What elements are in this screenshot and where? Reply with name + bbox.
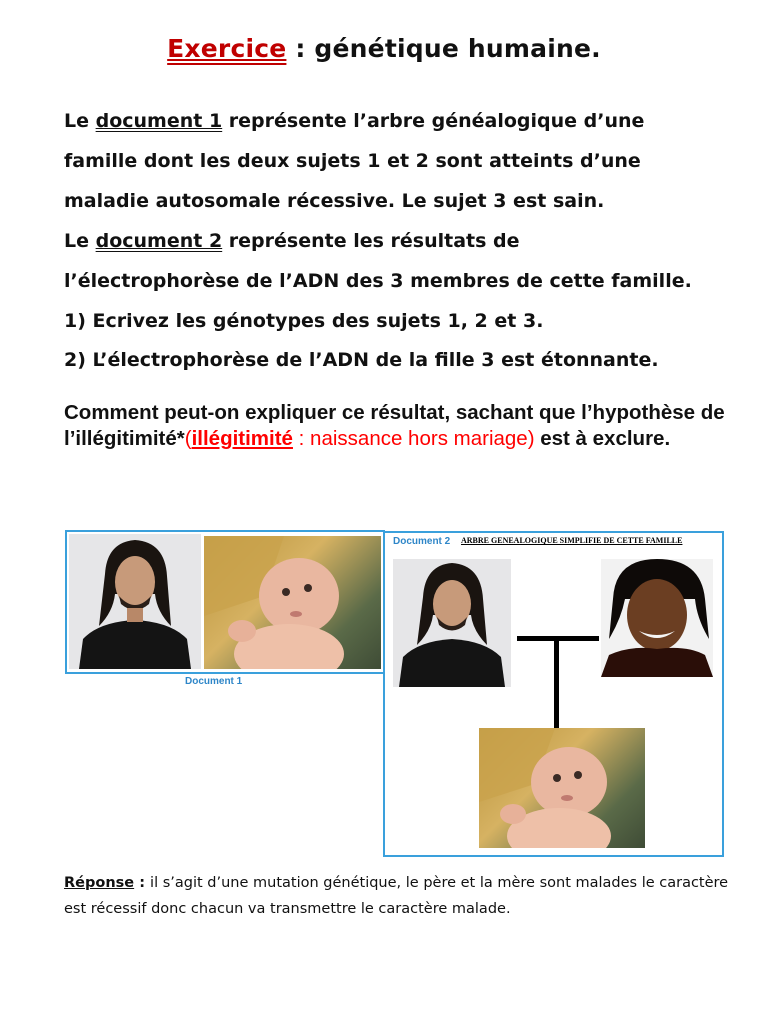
question-3 xyxy=(64,400,744,452)
document-2-label: Document 2 xyxy=(393,536,451,547)
answer-block xyxy=(64,870,754,922)
page-title xyxy=(0,34,768,63)
baby-photo xyxy=(204,536,381,669)
mother-photo xyxy=(601,559,713,677)
text: ( xyxy=(184,427,192,450)
title-rest: : génétique humaine. xyxy=(286,34,601,63)
document-2-title: ARBRE GENEALOGIQUE SIMPLIFIE DE CETTE FAMILLE xyxy=(461,536,683,545)
child-photo xyxy=(479,728,645,848)
descent-line xyxy=(554,638,559,728)
paragraph-doc1-line3: maladie autosomale récessive. Le sujet 3 est sain. xyxy=(64,190,605,212)
paragraph-doc1-line1 xyxy=(64,110,754,132)
answer-text: il s’agit d’une mutation génétique, le père et la mère sont malades le caractère est récessif donc chacun va transmettre le caractère malade. xyxy=(64,875,729,917)
paragraph-doc2-line1 xyxy=(64,230,754,252)
title-exercice: Exercice xyxy=(167,34,287,63)
text: représente l’arbre généalogique d’une xyxy=(222,110,645,132)
document-1-ref: document 1 xyxy=(95,110,223,132)
document-2-figure xyxy=(383,531,724,857)
footnote-definition xyxy=(185,427,535,450)
document-1-figure xyxy=(65,530,385,674)
text: est à exclure. xyxy=(534,427,671,450)
text: Le xyxy=(64,110,96,132)
text: Comment peut-on expliquer ce résultat, sachant que l’hypothèse de l’illégitimité* xyxy=(64,401,725,450)
father-photo xyxy=(393,559,511,687)
question-1: 1) Ecrivez les génotypes des sujets 1, 2 et 3. xyxy=(64,310,544,332)
question-2: 2) L’électrophorèse de l’ADN de la fille 3 est étonnante. xyxy=(64,349,659,371)
man-photo xyxy=(69,534,201,669)
text: : xyxy=(134,875,151,891)
paragraph-doc2-line2: l’électrophorèse de l’ADN des 3 membres de cette famille. xyxy=(64,270,692,292)
paragraph-doc1-line2: famille dont les deux sujets 1 et 2 sont atteints d’une xyxy=(64,150,641,172)
footnote-term: illégitimité xyxy=(191,427,293,450)
document-2-ref: document 2 xyxy=(95,230,223,252)
text: représente les résultats de xyxy=(222,230,520,252)
text: : naissance hors mariage) xyxy=(292,427,535,450)
answer-label: Réponse xyxy=(64,875,135,891)
text: Le xyxy=(64,230,96,252)
document-1-label: Document 1 xyxy=(185,676,243,687)
